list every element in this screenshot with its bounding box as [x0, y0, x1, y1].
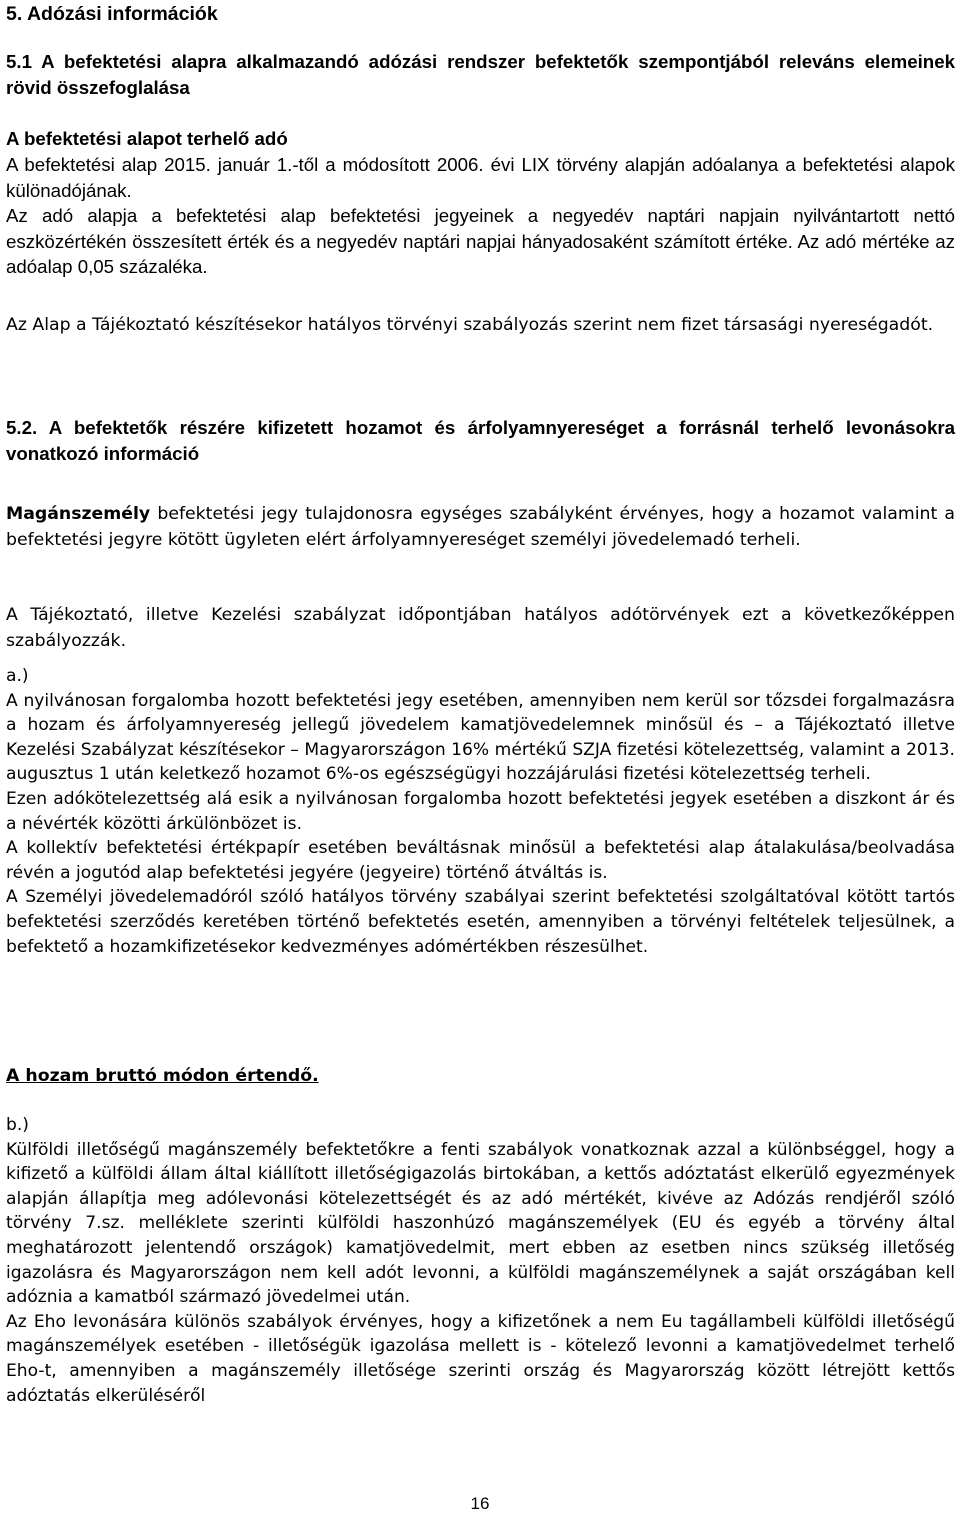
point-a-paragraph-3: A kollektív befektetési értékpapír esetében beváltásnak minősül a befektetési alap átalakulása/beolvadása révén a jogutód alap befektetési jegyére (jegyeire) történő átváltás is. — [6, 838, 955, 883]
subsection-5-2-title — [6, 415, 955, 466]
private-investor-text: befektetési jegy tulajdonosra egységes szabályként érvényes, hogy a hozamot valamint a befektetési jegyre kötött ügyleten elért árfolyamnyereséget személyi jövedelemadó terheli. — [6, 504, 956, 550]
corporate-tax-paragraph: Az Alap a Tájékoztató készítésekor hatályos törvényi szabályozás szerint nem fizet társasági nyereségadót. — [6, 315, 934, 335]
point-a-paragraph-2: Ezen adókötelezettség alá esik a nyilvánosan forgalomba hozott befektetési jegyek esetében a diszkont ár és a névérték közötti árkülönbözet is. — [6, 788, 955, 834]
point-b-label: b.) — [6, 1115, 29, 1135]
point-a-label: a.) — [6, 666, 29, 686]
section-heading: 5. Adózási információk — [6, 3, 218, 25]
point-b-paragraph-2: Az Eho levonására különös szabályok érvényes, hogy a kifizetőnek a nem Eu tagállambeli külföldi illetőségű magánszemélyek esetében - illetőségük igazolása mellett is - kötelező levonni a kamatjövedelmet terhelő Eho-t, amennyiben a magánszemély illetősége szerinti ország és Magyarország között létrejött kettős adóztatás elkerüléséről — [6, 1311, 955, 1406]
gross-yield-note: A hozam bruttó módon értendő. — [6, 1066, 319, 1086]
point-a-paragraph-4: A Személyi jövedelemadóról szóló hatályos törvény szabályai szerint befektetési szolgáltatóval kötött tartós befektetési szerződés keretében történő befektetés esetén, amennyiben a törvényi feltételek teljesülnek, a befektető a hozamkifizetésekor kedvezményes adómértékben részesülhet. — [6, 887, 955, 957]
section-a-block — [6, 664, 955, 959]
subsection-5-2-text: A befektetők részére kifizetett hozamot és árfolyamnyereséget a forrásnál terhelő levonásokra vonatkozó információ — [6, 417, 956, 464]
subsection-5-1-title: 5.1 A befektetési alapra alkalmazandó adózási rendszer befektetők szempontjából releváns elemeinek rövid összefoglalása — [6, 51, 955, 98]
subsection-5-2-number: 5.2. — [6, 417, 38, 438]
page-number: 16 — [470, 1494, 490, 1513]
private-investor-paragraph — [6, 502, 955, 553]
tax-paragraph-2: Az adó alapja a befektetési alap befektetési jegyeinek a negyedév naptári napjain nyilvántartott nettó eszközértékén összesített érték és a negyedév naptári napjai hányadosaként számított értéke. Az adó mértéke az adóalap 0,05 százaléka. — [6, 205, 955, 277]
private-investor-bold: Magánszemély — [6, 504, 151, 524]
tax-paragraph-1: A befektetési alap 2015. január 1.-től a módosított 2006. évi LIX törvény alapján adóalanya a befektetési alapok különadójának. — [6, 154, 955, 201]
tax-heading: A befektetési alapot terhelő adó — [6, 128, 288, 149]
point-b-paragraph-1: Külföldi illetőségű magánszemély befektetőkre a fenti szabályok vonatkoznak azzal a különbséggel, hogy a kifizető a külföldi állam által kiállított illetőségigazolás birtokában, a kettős adóztatást elkerülő egyezmények alapján állapítja meg adólevonási kötelezettségét és az adó mértékét, kivéve az Adózás rendjéről szóló törvény 7.sz. melléklete szerinti külföldi haszonhúzó magánszemélyek (EU és egyéb a törvény által meghatározott jelentendő országok) kamatjövedelmit, mert ebben az esetben nincs szükség illetőség igazolásra és Magyarországon nem kell adót levonni, a külföldi magánszemélynek a saját országában kell adóznia a kamatból származó jövedelmei után. — [6, 1139, 955, 1308]
regulation-paragraph: A Tájékoztató, illetve Kezelési szabályzat időpontjában hatályos adótörvények ezt a következőképpen szabályozzák. — [6, 605, 955, 651]
point-a-paragraph-1: A nyilvánosan forgalomba hozott befektetési jegy esetében, amennyiben nem kerül sor tőzsdei forgalmazásra a hozam és árfolyamnyereség jellegű jövedelem kamatjövedelemnek minősül és – a Tájékoztató illetve Kezelési Szabályzat készítésekor – Magyarországon 16% mértékű SZJA fizetési kötelezettség, valamint a 2013. augusztus 1 után keletkező hozamot 6%-os egészségügyi hozzájárulási fizetési kötelezettség terheli. — [6, 690, 955, 785]
section-b-block — [6, 1113, 955, 1408]
